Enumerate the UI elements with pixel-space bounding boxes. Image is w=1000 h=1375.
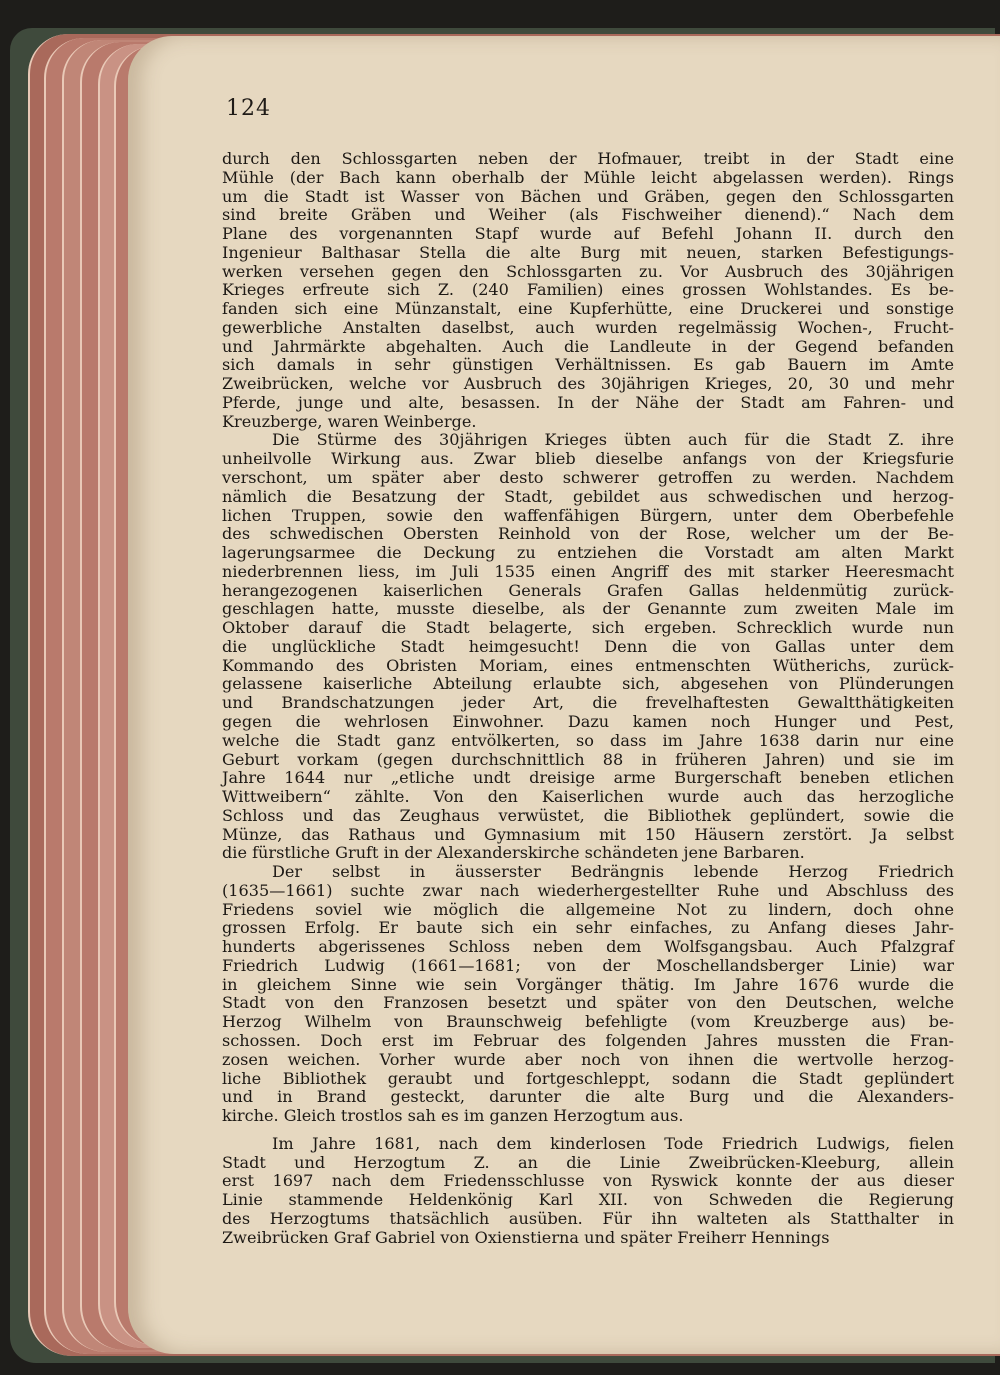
text-line: fanden sich eine Münzanstalt, eine Kupferhütte, eine Druckerei und sonstige <box>222 299 954 319</box>
text-line: Die Stürme des 30jährigen Krieges übten auch für die Stadt Z. ihre <box>272 430 954 450</box>
text-line: Kreuzberge, waren Weinberge. <box>222 411 477 431</box>
text-line: Zweibrücken, welche vor Ausbruch des 30jährigen Krieges, 20, 30 und mehr <box>222 374 954 394</box>
text-line: niederbrennen liess, im Juli 1535 einen Angriff des mit starker Heeresmacht <box>222 561 954 581</box>
text-line: welche die Stadt ganz entvölkerten, so dass im Jahre 1638 darin nur eine <box>222 730 954 750</box>
text-line: zosen weichen. Vorher wurde aber noch von ihnen die wertvolle herzog- <box>222 1049 954 1069</box>
text-line: gegen die wehrlosen Einwohner. Dazu kamen noch Hunger und Pest, <box>222 711 954 731</box>
text-line: und Jahrmärkte abgehalten. Auch die Landleute in der Gegend befanden <box>222 336 954 356</box>
paragraph <box>222 150 954 431</box>
text-line: nämlich die Besatzung der Stadt, gebildet aus schwedischen und herzog- <box>222 486 954 506</box>
text-line: Schloss und das Zeughaus verwüstet, die Bibliothek geplündert, sowie die <box>222 805 954 825</box>
text-line: schossen. Doch erst im Februar des folgenden Jahres mussten die Fran- <box>222 1030 954 1050</box>
text-line: gewerbliche Anstalten daselbst, auch wurden regelmässig Wochen-, Frucht- <box>222 317 954 337</box>
text-line: und Brandschatzungen jeder Art, die frevelhaftesten Gewaltthätigkeiten <box>222 693 954 713</box>
text-line: lichen Truppen, sowie den waffenfähigen Bürgern, unter dem Oberbefehle <box>222 505 954 525</box>
text-line: (1635—1661) suchte zwar nach wiederhergestellter Ruhe und Abschluss des <box>222 880 954 900</box>
text-line: Ingenieur Balthasar Stella die alte Burg mit neuen, starken Befestigungs- <box>222 242 954 262</box>
text-line: kirche. Gleich trostlos sah es im ganzen Herzogtum aus. <box>222 1106 684 1126</box>
text-line: sich damals in sehr günstigen Verhältnissen. Es gab Bauern im Amte <box>222 355 954 375</box>
text-line: unheilvolle Wirkung aus. Zwar blieb dieselbe anfangs von der Kriegsfurie <box>222 449 954 469</box>
text-line: die unglückliche Stadt heimgesucht! Denn die von Gallas unter dem <box>222 636 954 656</box>
text-line: und in Brand gesteckt, darunter die alte Burg und die Alexanders- <box>222 1087 954 1107</box>
text-line: Herzog Wilhelm von Braunschweig befehligte (vom Kreuzberge aus) be- <box>222 1012 954 1032</box>
text-line: lagerungsarmee die Deckung zu entziehen die Vorstadt am alten Markt <box>222 543 954 563</box>
text-line: des Herzogtums thatsächlich ausüben. Für ihn walteten als Statthalter in <box>222 1208 954 1228</box>
paragraph <box>222 863 954 1126</box>
text-line: Pferde, junge und alte, besassen. In der Nähe der Stadt am Fahren- und <box>222 392 954 412</box>
text-line: Linie stammende Heldenkönig Karl XII. von Schweden die Regierung <box>222 1190 954 1210</box>
text-line: die fürstliche Gruft in der Alexanderskirche schändeten jene Barbaren. <box>222 843 805 863</box>
text-line: durch den Schlossgarten neben der Hofmauer, treibt in der Stadt eine <box>222 149 954 168</box>
text-line: sind breite Gräben und Weiher (als Fischweiher dienend).“ Nach dem <box>222 205 954 225</box>
text-line: herangezogenen kaiserlichen Generals Grafen Gallas heldenmütig zurück- <box>222 580 954 600</box>
text-line: Zweibrücken Graf Gabriel von Oxienstierna und später Freiherr Hennings <box>222 1227 830 1247</box>
text-line: Im Jahre 1681, nach dem kinderlosen Tode Friedrich Ludwigs, fielen <box>272 1133 954 1153</box>
text-line: Krieges erfreute sich Z. (240 Familien) eines grossen Wohlstandes. Es be- <box>222 280 954 300</box>
text-line: Geburt vorkam (gegen durchschnittlich 88 in früheren Jahren) und sie im <box>222 749 954 769</box>
text-line: Friedens soviel wie möglich die allgemeine Not zu lindern, doch ohne <box>222 899 954 919</box>
text-line: gelassene kaiserliche Abteilung erlaubte sich, abgesehen von Plünderungen <box>222 674 954 694</box>
text-line: werken versehen gegen den Schlossgarten zu. Vor Ausbruch des 30jährigen <box>222 261 954 281</box>
body-text <box>222 150 954 1247</box>
paragraph <box>222 1135 954 1248</box>
text-line: Mühle (der Bach kann oberhalb der Mühle leicht abgelassen werden). Rings <box>222 167 954 187</box>
text-line: geschlagen hatte, musste dieselbe, als der Genannte zum zweiten Male im <box>222 599 954 619</box>
text-line: Friedrich Ludwig (1661—1681; von der Moschellandsberger Linie) war <box>222 955 954 975</box>
text-line: erst 1697 nach dem Friedensschlusse von Ryswick konnte der aus dieser <box>222 1171 954 1191</box>
text-line: des schwedischen Obersten Reinhold von der Rose, welcher um der Be- <box>222 524 954 544</box>
text-line: liche Bibliothek geraubt und fortgeschleppt, sodann die Stadt geplündert <box>222 1068 954 1088</box>
text-line: hunderts abgerissenes Schloss neben dem Wolfsgangsbau. Auch Pfalzgraf <box>222 937 954 957</box>
text-line: Oktober darauf die Stadt belagerte, sich ergeben. Schrecklich wurde nun <box>222 618 954 638</box>
text-line: Kommando des Obristen Moriam, eines entmenschten Wütherichs, zurück- <box>222 655 954 675</box>
text-line: Stadt und Herzogtum Z. an die Linie Zweibrücken-Kleeburg, allein <box>222 1152 954 1172</box>
text-line: Plane des vorgenannten Stapf wurde auf Befehl Johann II. durch den <box>222 224 954 244</box>
text-line: Münze, das Rathaus und Gymnasium mit 150 Häusern zerstört. Ja selbst <box>222 824 954 844</box>
text-line: in gleichem Sinne wie sein Vorgänger thätig. Im Jahre 1676 wurde die <box>222 974 954 994</box>
text-line: Jahre 1644 nur „etliche undt dreisige arme Burgerschaft beneben etlichen <box>222 768 954 788</box>
text-line: um die Stadt ist Wasser von Bächen und Gräben, gegen den Schlossgarten <box>222 186 954 206</box>
text-line: grossen Erfolg. Er baute sich ein sehr einfaches, zu Anfang dieses Jahr- <box>222 918 954 938</box>
text-line: verschont, um später aber desto schwerer getroffen zu werden. Nachdem <box>222 468 954 488</box>
page-number: 124 <box>226 96 271 121</box>
text-line: Stadt von den Franzosen besetzt und später von den Deutschen, welche <box>222 993 954 1013</box>
text-line: Wittweibern“ zählte. Von den Kaiserlichen wurde auch das herzogliche <box>222 787 954 807</box>
paragraph <box>222 431 954 863</box>
text-line: Der selbst in äusserster Bedrängnis lebende Herzog Friedrich <box>272 862 954 882</box>
